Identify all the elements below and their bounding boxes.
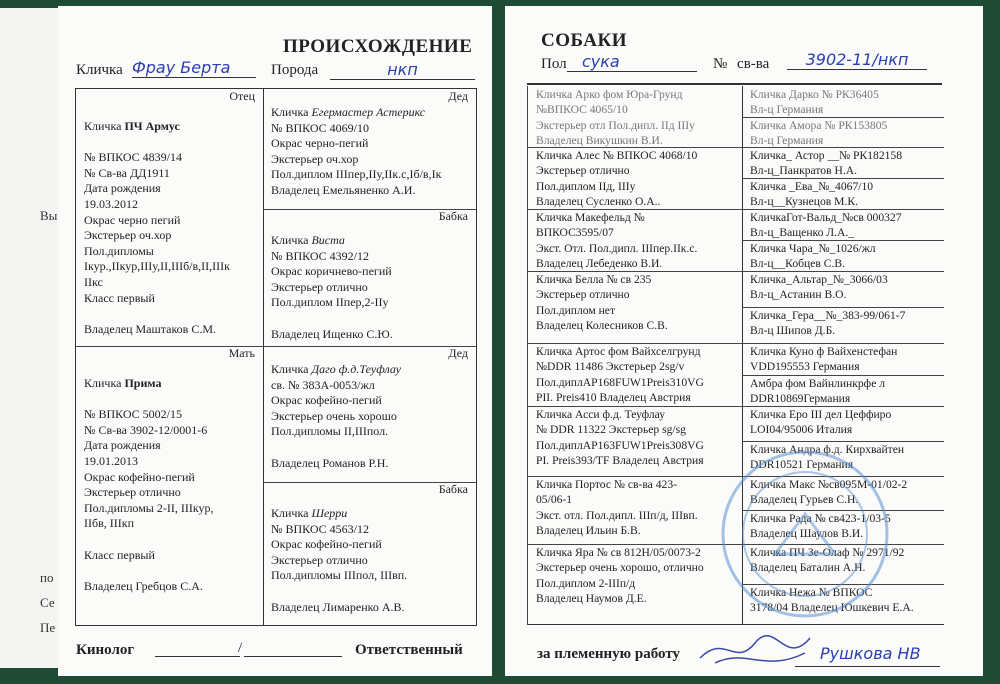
text-line: Экст. отл. Пол.дипл. IIIп/д, IIIвп. xyxy=(536,508,698,522)
text-line: Окрас черно пегий xyxy=(84,212,181,227)
text-line: Кличка Шерри xyxy=(271,506,348,520)
left-page xyxy=(58,6,492,676)
ancestor-cell xyxy=(742,272,944,308)
ancestor-cell xyxy=(742,308,944,344)
text-line: Экстерьер оч.хор xyxy=(271,151,359,166)
text-line: Пол.диплом IIпер,2-IIу xyxy=(271,295,389,310)
text-line: Кличка Виста xyxy=(271,233,345,247)
text-line: LOI04/95006 Италия xyxy=(750,423,853,437)
text-line: № ВПКОС 5002/15 xyxy=(84,407,182,422)
text-line: № DDR 11322 Экстерьер sg/sg xyxy=(536,423,686,437)
text-line: Пол.диплом 2-IIIп/д xyxy=(536,576,636,590)
text-line xyxy=(84,563,255,579)
page-fragment: Пе xyxy=(40,620,56,635)
text-line: Кличка Куно ф Вайхенстефан xyxy=(750,345,898,358)
text-line: Кличка Макс №св095М-01/02-2 xyxy=(750,478,908,491)
text-line: IIкс xyxy=(84,274,103,289)
name-value: Фрау Берта xyxy=(132,58,256,78)
cert-label: № св-ва xyxy=(713,56,770,72)
text-line: Вл-ц_Астанин В.О. xyxy=(750,288,847,302)
text-line: Пол.диплAP168FUW1Preis310VG xyxy=(536,375,704,389)
text-line: Вл-ц_Панкратов Н.А. xyxy=(750,164,858,178)
text-line: Пол.диплAP163FUW1Preis308VG xyxy=(536,438,704,452)
text-line: IIбв, IIIкп xyxy=(84,516,135,531)
ancestor-cell xyxy=(528,148,742,210)
text-line: Кличка Белла № св 235 xyxy=(536,273,652,286)
text-line: Кличка Егермастер Астерикс xyxy=(271,105,426,119)
father-grandfather-cell xyxy=(263,89,476,209)
text-line xyxy=(271,440,468,456)
text-line: 3178/04 Владелец Юшкевич Е.А. xyxy=(750,601,914,615)
ancestor-cell xyxy=(528,545,742,625)
text-line: PI. Preis393/TF Владелец Австрия xyxy=(536,454,704,468)
text-line: Владелец Суcленко О.А.. xyxy=(536,195,661,209)
text-line: Кличка ПЧ Зе-Олаф № 2971/92 xyxy=(750,546,905,559)
text-line: Дата рождения xyxy=(84,438,161,453)
cell-text xyxy=(271,362,468,471)
text-line: Кличка Нежа № ВПКОС xyxy=(750,586,873,599)
breeding-label: за племенную работу xyxy=(537,646,680,662)
dog-name: Виста xyxy=(311,233,345,247)
dog-name: ПЧ Армус xyxy=(124,119,180,133)
role-label: Дед xyxy=(448,346,468,360)
text-line xyxy=(271,584,468,600)
text-line: св. № 383А-0053/жл xyxy=(271,377,375,392)
father-grandmother-cell xyxy=(263,209,476,346)
dog-name: Даго ф.д.Теуфлау xyxy=(311,362,402,376)
text-line: 05/06-1 xyxy=(536,493,573,507)
text-line: Кличка Яра № св 812Н/05/0073-2 xyxy=(536,546,701,559)
text-line: Экстерьер очень хорошо, отлично xyxy=(536,561,704,575)
text-line: КличкаГот-Вальд_№св 000327 xyxy=(750,211,902,224)
stamp-seal xyxy=(715,444,895,624)
text-line xyxy=(84,135,255,151)
father-cell xyxy=(76,89,263,346)
text-line: Кличка Рада № св423-1/03-5 xyxy=(750,512,891,525)
ancestor-cell xyxy=(742,179,944,210)
ancestor-cell xyxy=(742,118,944,149)
ancestor-cell xyxy=(742,148,944,179)
page-title: СОБАКИ xyxy=(541,30,628,51)
text-line: 19.01.2013 xyxy=(84,453,138,468)
text-line: Окрас черно-пегий xyxy=(271,136,369,151)
text-line: № Св-ва ДД1911 xyxy=(84,165,170,180)
text-line: Класс первый xyxy=(84,547,155,562)
text-line xyxy=(271,311,468,327)
text-line: Вл-ц_Ващенко Л.А._ xyxy=(750,226,855,240)
text-line: Окрас кофейно-пегий xyxy=(271,537,382,552)
text-line: Кличка _Ева_№_4067/10 xyxy=(750,180,874,193)
role-label: Дед xyxy=(448,89,468,103)
ancestor-cell xyxy=(742,376,944,408)
text-line: Кличка_ Астор __№ РК182158 xyxy=(750,149,903,162)
text-line: Пол.дипломы 2-II, IIIкур, xyxy=(84,500,214,515)
ancestor-cell xyxy=(742,241,944,272)
text-line xyxy=(84,532,255,548)
text-line: Владелец Маштаков С.М. xyxy=(84,321,216,336)
name-label: Кличка xyxy=(76,62,123,78)
text-line: Вл-ц__Кузнецов М.К. xyxy=(750,195,858,209)
text-line: Класс первый xyxy=(84,290,155,305)
responsible-label: Ответственный xyxy=(355,642,463,658)
ancestor-cell xyxy=(528,87,742,148)
text-line: Вл-ц Германия xyxy=(750,133,824,147)
text-line: Владелец Гурьев С.Н. xyxy=(750,493,859,507)
text-line: Экстерьер очень хорошо xyxy=(271,408,397,423)
text-line: Окрас кофейно-пегий xyxy=(84,469,195,484)
page-fragment: Вы xyxy=(40,208,58,223)
text-line: Окрас коричнево-пегий xyxy=(271,264,392,279)
text-line: Кличка Портос № св-ва 423- xyxy=(536,478,677,491)
dog-name: Прима xyxy=(124,376,162,390)
text-line: Кличка Ерo III дел Цеффиро xyxy=(750,408,892,421)
text-line: VDD195553 Германия xyxy=(750,360,860,374)
text-line: Владелец Колесников С.В. xyxy=(536,319,668,333)
cell-text xyxy=(84,119,255,337)
ancestor-cell xyxy=(528,210,742,272)
text-line: Кличка Амора № РК153805 xyxy=(750,118,888,132)
text-line xyxy=(84,392,255,408)
cert-value: 3902-11/нкп xyxy=(787,50,927,70)
text-line: Вл-ц Германия xyxy=(750,103,824,117)
text-line: Iкур.,IIкур,IIIу,II,IIIб/в,II,IIIк xyxy=(84,259,230,274)
right-page xyxy=(505,6,983,676)
signature-name: Рушкова НВ xyxy=(820,644,921,663)
text-line: № Св-ва 3902-12/0001-6 xyxy=(84,422,208,437)
text-line: Владелец Лебеденко В.И. xyxy=(536,257,663,271)
text-line: Пол.дипломы IIIпол, IIIвп. xyxy=(271,568,408,583)
text-line: Кличка Чара_№_1026/жл xyxy=(750,242,876,255)
text-line: Пол.дипломы II,IIIпол. xyxy=(271,424,389,439)
text-line: DDR10869Германия xyxy=(750,391,851,405)
mother-grandmother-cell xyxy=(263,482,476,625)
text-line: Владелец Ищенко С.Ю. xyxy=(271,326,393,341)
dog-name: Егермастер Астерикс xyxy=(311,105,426,119)
text-line: Владелец Ильин Б.В. xyxy=(536,524,641,538)
text-line: Экстерьер отлично xyxy=(271,279,368,294)
ancestor-cell xyxy=(742,210,944,241)
text-line: Кличка Макефельд № xyxy=(536,211,645,224)
text-line: PII. Preis410 Владелец Австрия xyxy=(536,391,691,405)
cell-text xyxy=(271,105,468,199)
text-line: Вл-ц__Кобцев С.В. xyxy=(750,257,846,271)
text-line xyxy=(84,306,255,322)
text-line: Кличка Асси ф.д. Теуфлау xyxy=(536,408,666,421)
text-line: Кличка ПЧ Армус xyxy=(84,119,180,133)
text-line: № ВПКОС 4069/10 xyxy=(271,120,369,135)
text-line: № ВПКОС 4839/14 xyxy=(84,150,182,165)
cynologist-label: Кинолог xyxy=(76,642,135,658)
text-line: Кличка Андра ф.д. Кирхвайтен xyxy=(750,443,905,456)
text-line: Кличка_Альтар_№_3066/03 xyxy=(750,273,888,286)
text-line: Дата рождения xyxy=(84,181,161,196)
text-line: Кличка Прима xyxy=(84,376,162,390)
text-line: Кличка Артос фом Вайхселгрунд xyxy=(536,345,701,358)
text-line: 19.03.2012 xyxy=(84,196,138,211)
text-line: Пол.диплом нет xyxy=(536,303,616,317)
text-line: № ВПКОС 4563/12 xyxy=(271,521,369,536)
text-line: Кличка_Гера__№_383-99/061-7 xyxy=(750,309,906,322)
ancestor-cell xyxy=(528,272,742,344)
text-line: Пол.диплом IIIпер,IIу,IIк.с,Iб/в,Iк xyxy=(271,167,442,182)
text-line: Амбра фом Вайнлинкрфе л xyxy=(750,376,886,390)
text-line: Экстерьер оч.хор xyxy=(84,228,172,243)
cell-text xyxy=(84,376,255,594)
text-line: Владелец Шаулов В.И. xyxy=(750,527,864,541)
mother-grandfather-cell xyxy=(263,346,476,482)
pedigree-table xyxy=(75,88,477,626)
mother-cell xyxy=(76,346,263,625)
ancestor-cell xyxy=(528,407,742,477)
text-line: Владелец Наумов Д.Е. xyxy=(536,592,647,606)
text-line: № ВПКОС 4392/12 xyxy=(271,248,369,263)
page-title: ПРОИСХОЖДЕНИЕ xyxy=(283,36,473,57)
ancestor-cell xyxy=(742,344,944,376)
ancestor-cell xyxy=(742,407,944,442)
dog-name: Шерри xyxy=(311,506,348,520)
text-line: Кличка Алес № ВПКОС 4068/10 xyxy=(536,149,698,162)
text-line: Экстерьер отлично xyxy=(84,485,181,500)
page-fragment: по xyxy=(40,570,54,585)
text-line: ВПКОС3595/07 xyxy=(536,226,614,240)
text-line: Пол.дипломы xyxy=(84,243,154,258)
sex-value: сука xyxy=(567,52,697,72)
ancestor-cell xyxy=(528,344,742,407)
text-line: №ВПКОС 4065/10 xyxy=(536,103,628,117)
text-line: Экст. Отл. Пол.дипл. IIIпер.IIк.с. xyxy=(536,241,698,255)
slash: / xyxy=(238,640,243,656)
role-label: Отец xyxy=(229,89,255,103)
text-line: Пол.диплом IIд, IIIу xyxy=(536,179,636,193)
sex-label: Пол xyxy=(541,56,567,72)
text-line: Владелец Романов Р.Н. xyxy=(271,455,389,470)
text-line: Кличка Арко фом Юра-Грунд xyxy=(536,88,683,101)
cell-text xyxy=(271,506,468,615)
breed-value: нкп xyxy=(330,60,475,80)
text-line: Владелец Гребцов С.А. xyxy=(84,578,203,593)
text-line: Экстерьер отлично xyxy=(271,552,368,567)
text-line: Вл-ц Шипов Д.Б. xyxy=(750,324,836,338)
text-line: №DDR 11486 Экстерьер 2sg/v xyxy=(536,360,685,374)
text-line: Владелец Лимаренко А.В. xyxy=(271,599,405,614)
text-line: DDR10521 Германия xyxy=(750,458,854,472)
breed-label: Порода xyxy=(271,62,319,78)
text-line: Владелец Викушкин В.И. xyxy=(536,134,663,148)
page-fragment: Се xyxy=(40,595,55,610)
text-line: Экстерьер отлично xyxy=(536,288,630,302)
ancestor-cell xyxy=(528,477,742,545)
text-line: Владелец Емельяненко А.И. xyxy=(271,182,416,197)
role-label: Мать xyxy=(228,346,255,360)
text-line: Кличка Даго ф.д.Теуфлау xyxy=(271,362,402,376)
text-line: Владелец Баталин А.Н. xyxy=(750,561,866,575)
text-line: Кличка Дарко № РК36405 xyxy=(750,88,879,101)
text-line: Экстерьер отл Пол.дипл. IIд IIIу xyxy=(536,118,695,132)
text-line: Экстерьер отлично xyxy=(536,164,630,178)
role-label: Бабка xyxy=(438,209,468,223)
ancestor-cell xyxy=(742,87,944,118)
cell-text xyxy=(271,233,468,342)
role-label: Бабка xyxy=(438,482,468,496)
text-line: Окрас кофейно-пегий xyxy=(271,393,382,408)
